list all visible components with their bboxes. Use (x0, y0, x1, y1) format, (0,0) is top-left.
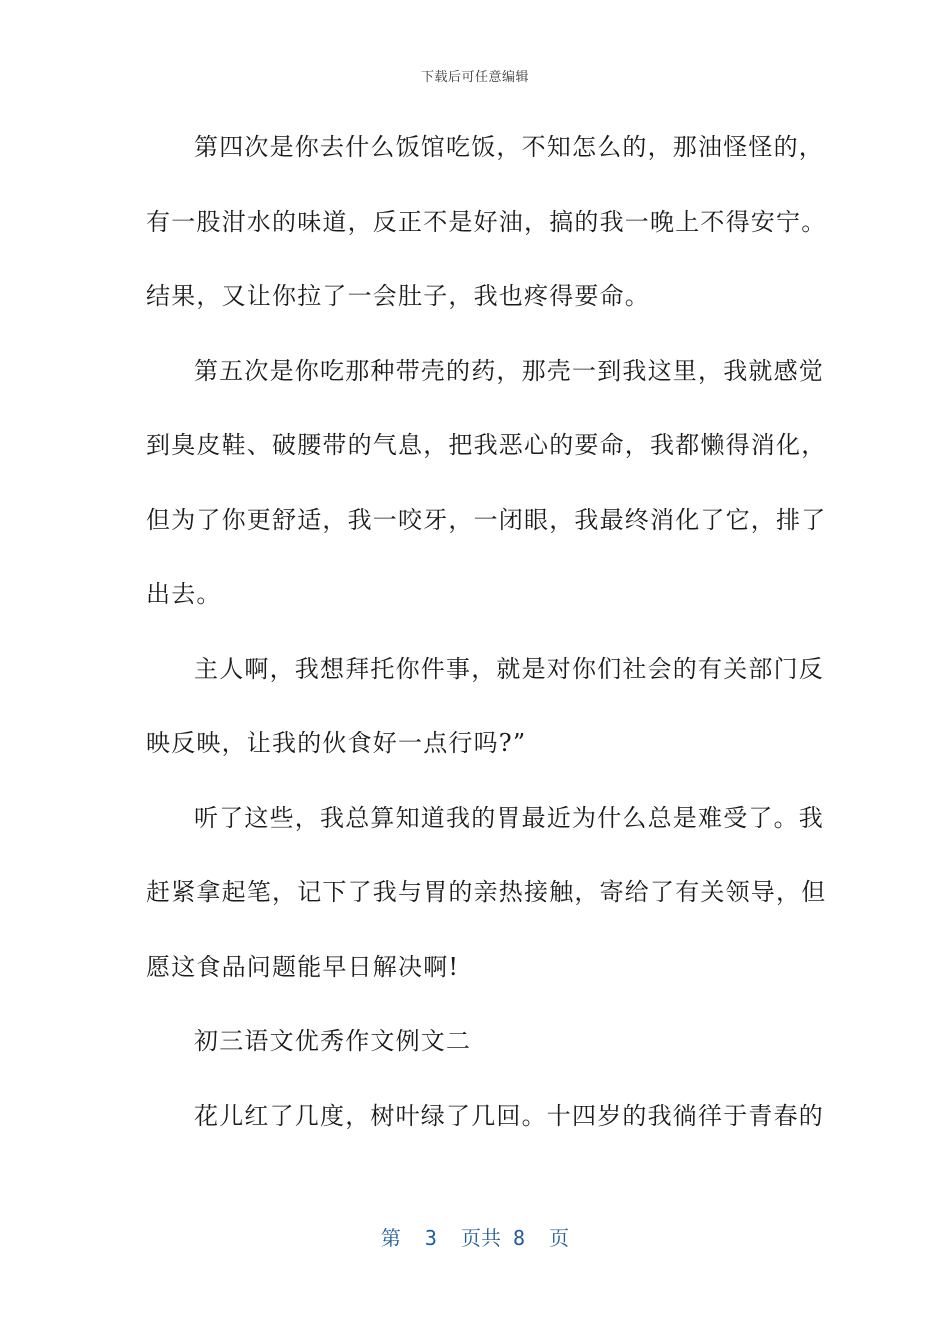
page-number: 第 3 页共 8 页 (380, 1226, 570, 1250)
text-line: 到臭皮鞋、破腰带的气息，把我恶心的要命，我都懒得消化， (146, 431, 827, 459)
text-line: 听了这些，我总算知道我的胃最近为什么总是难受了。我 (194, 803, 824, 832)
text-line: 愿这食品问题能早日解决啊! (146, 952, 460, 981)
text-line: 结果，又让你拉了一会肚子，我也疼得要命。 (146, 282, 650, 310)
text-line: 映反映，让我的伙食好一点行吗?” (146, 729, 527, 757)
page-header: 下载后可任意编辑 (420, 70, 529, 85)
text-line: 花儿红了几度，树叶绿了几回。十四岁的我徜徉于青春的 (194, 1101, 824, 1130)
document-body (146, 122, 827, 1165)
text-line: 第四次是你去什么饭馆吃饭，不知怎么的，那油怪怪的， (194, 133, 824, 161)
text-line: 有一股泔水的味道，反正不是好油，搞的我一晚上不得安宁。 (146, 207, 827, 236)
text-line: 但为了你更舒适，我一咬牙，一闭眼，我最终消化了它，排了 (146, 505, 827, 534)
text-line: 主人啊，我想拜托你件事，就是对你们社会的有关部门反 (194, 654, 824, 683)
text-line: 出去。 (146, 580, 222, 608)
text-line: 赶紧拿起笔，记下了我与胃的亲热接触，寄给了有关领导，但 (146, 878, 827, 906)
text-line: 第五次是你吃那种带壳的药，那壳一到我这里，我就感觉 (194, 356, 824, 385)
section-heading: 初三语文优秀作文例文二 (194, 1027, 472, 1055)
